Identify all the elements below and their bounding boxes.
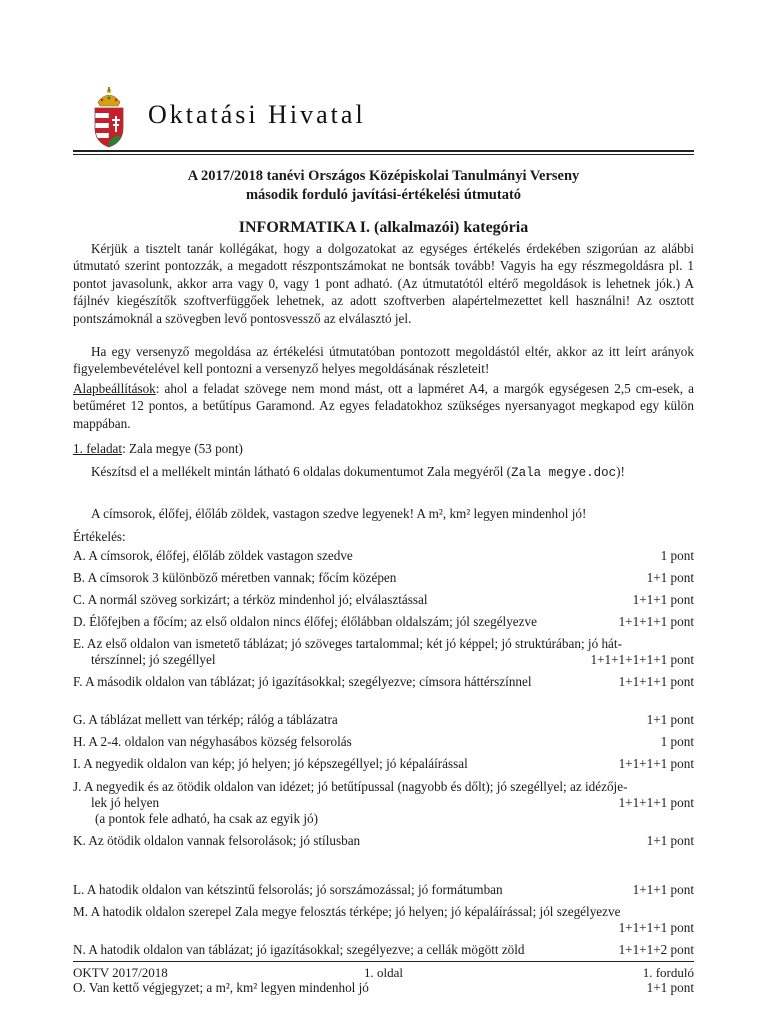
criterion-text-continued: lek jó helyen xyxy=(91,795,160,810)
intro-paragraph-3 xyxy=(73,380,694,432)
coat-of-arms-icon xyxy=(90,86,128,148)
criterion-row xyxy=(73,674,694,690)
category-heading: INFORMATIKA I. (alkalmazói) kategória xyxy=(238,219,529,236)
criterion-row xyxy=(73,636,694,668)
intro-paragraph-1: Kérjük a tisztelt tanár kollégákat, hogy a dolgozatokat az egységes értékelés érdekében szigorúan az alábbi útmutató szerint pontozzák, a megadott részpontszámokat ne bontsák tovább! Vagyis ha egy részmegoldásra pl. 1 pontot javasolunk, akkor arra vagy 0, vagy 1 pont adható. (Az útmutatótól eltérő megoldások is lehetnek jók.) A fájlnév kiegészítők szoftverfüggőek lehetnek, az adott szoftverben alapértelmezettet kell használni! Az osztott pontszámoknál a szövegben levő pontosvessző az elválasztó jel. xyxy=(73,241,694,326)
defaults-text: : ahol a feladat szövege nem mond mást, ott a lapméret A4, a margók egységesen 2,5 cm-esek, a betűméret 12 pontos, a betűtípus Garamond. Az egyes feladatokhoz szükséges nyersanyagot megkapod egy külön mappában. xyxy=(73,381,694,431)
criterion-text: E. Az első oldalon van ismetető táblázat; jó szöveges tartalommal; két jó képpel; jó struktúrában; jó hát- xyxy=(73,636,622,651)
header-rule xyxy=(73,150,694,152)
evaluation-label: Értékelés: xyxy=(73,529,126,544)
criterion-points: 1 pont xyxy=(660,548,694,563)
criterion-note: (a pontok fele adható, ha csak az egyik jó) xyxy=(95,811,318,826)
intro-paragraph-2: Ha egy versenyző megoldása az értékelési útmutatóban pontozott megoldástól eltér, akkor az itt leírt arányok figyelembevételével kell pontozni a versenyző helyes megoldásának részleteit! xyxy=(73,344,694,377)
footer-rule xyxy=(73,961,694,962)
task-title: : Zala megye (53 pont) xyxy=(122,441,243,456)
criterion-points: 1+1+1+1+1+1 pont xyxy=(590,652,694,667)
header-rule-thin xyxy=(73,154,694,155)
criterion-text: K. Az ötödik oldalon vannak felsorolások; jó stílusban xyxy=(73,833,361,848)
criterion-text: G. A táblázat mellett van térkép; rálóg a táblázatra xyxy=(73,712,338,727)
criterion-row xyxy=(73,980,694,996)
criterion-points: 1+1+1 pont xyxy=(632,882,694,897)
criterion-row xyxy=(73,734,694,750)
criterion-points: 1+1 pont xyxy=(646,712,694,727)
criterion-text: H. A 2-4. oldalon van négyhasábos község felsorolás xyxy=(73,734,352,749)
footer-right: 1. forduló xyxy=(642,965,694,980)
criterion-text: A. A címsorok, élőfej, élőláb zöldek vastagon szedve xyxy=(73,548,353,563)
criterion-points: 1+1 pont xyxy=(646,980,694,995)
criterion-text: M. A hatodik oldalon szerepel Zala megye felosztás térképe; jó helyen; jó képaláírással; jól szegélyezve xyxy=(73,904,621,919)
criterion-row xyxy=(73,614,694,630)
criterion-text: N. A hatodik oldalon van táblázat; jó igazításokkal; szegélyezve; a cellák mögött zöld xyxy=(73,942,525,957)
criterion-points: 1+1+1+1 pont xyxy=(618,756,694,771)
task-description xyxy=(73,463,694,482)
task-requirement: A címsorok, élőfej, élőláb zöldek, vastagon szedve legyenek! A m², km² legyen mindenhol jó! xyxy=(91,506,587,521)
criterion-points: 1+1 pont xyxy=(646,833,694,848)
criterion-row xyxy=(73,570,694,586)
criterion-text-continued: térszínnel; jó szegéllyel xyxy=(91,652,216,667)
criterion-text: B. A címsorok 3 különböző méretben vannak; főcím középen xyxy=(73,570,397,585)
criterion-points: 1+1+1+1 pont xyxy=(618,920,694,935)
criterion-row xyxy=(73,779,694,827)
document-title-line2: második forduló javítási-értékelési útmutató xyxy=(245,187,522,203)
criterion-points: 1+1+1+2 pont xyxy=(618,942,694,957)
criterion-points: 1 pont xyxy=(660,734,694,749)
criterion-points: 1+1+1+1 pont xyxy=(618,674,694,689)
task-heading xyxy=(73,440,694,457)
criterion-text: O. Van kettő végjegyzet; a m², km² legyen mindenhol jó xyxy=(73,980,369,995)
criterion-points: 1+1+1+1 pont xyxy=(618,614,694,629)
criterion-row xyxy=(73,942,694,958)
criterion-text: C. A normál szöveg sorkizárt; a térköz mindenhol jó; elválasztással xyxy=(73,592,428,607)
document-title-line1: A 2017/2018 tanévi Országos Középiskolai Tanulmányi Verseny xyxy=(187,168,580,184)
criterion-text: J. A negyedik és az ötödik oldalon van idézet; jó betűtípussal (nagyobb és dőlt); jó szegéllyel; az idézője- xyxy=(73,779,628,794)
criteria-list xyxy=(73,548,694,996)
criterion-points: 1+1+1 pont xyxy=(632,592,694,607)
criterion-row xyxy=(73,882,694,898)
criterion-text: L. A hatodik oldalon van kétszintű felsorolás; jó sorszámozással; jó formátumban xyxy=(73,882,503,897)
criterion-text: D. Élőfejben a főcím; az első oldalon nincs élőfej; élőlábban oldalszám; jól szegélyezve xyxy=(73,614,537,629)
criterion-points: 1+1+1+1 pont xyxy=(618,795,694,810)
defaults-label: Alapbeállítások xyxy=(73,381,156,396)
task-description-text: Készítsd el a mellékelt mintán látható 6 oldalas dokumentumot Zala megyéről ( xyxy=(91,464,512,479)
criterion-row xyxy=(73,756,694,772)
footer-page-number: 1. oldal xyxy=(364,965,403,980)
criterion-row xyxy=(73,904,694,936)
criterion-text: F. A második oldalon van táblázat; jó igazításokkal; szegélyezve; címsora háttérszínnel xyxy=(73,674,532,689)
criterion-row xyxy=(73,712,694,728)
footer-left: OKTV 2017/2018 xyxy=(73,965,168,980)
task-description-end: )! xyxy=(616,464,625,479)
criterion-points: 1+1 pont xyxy=(646,570,694,585)
task-filename: Zala megye.doc xyxy=(511,466,617,480)
criterion-row xyxy=(73,833,694,849)
criterion-text: I. A negyedik oldalon van kép; jó helyen; jó képszegéllyel; jó képaláírással xyxy=(73,756,468,771)
organization-name: Oktatási Hivatal xyxy=(148,100,366,129)
task-label: 1. feladat xyxy=(73,441,123,456)
criterion-row xyxy=(73,548,694,564)
criterion-row xyxy=(73,592,694,608)
